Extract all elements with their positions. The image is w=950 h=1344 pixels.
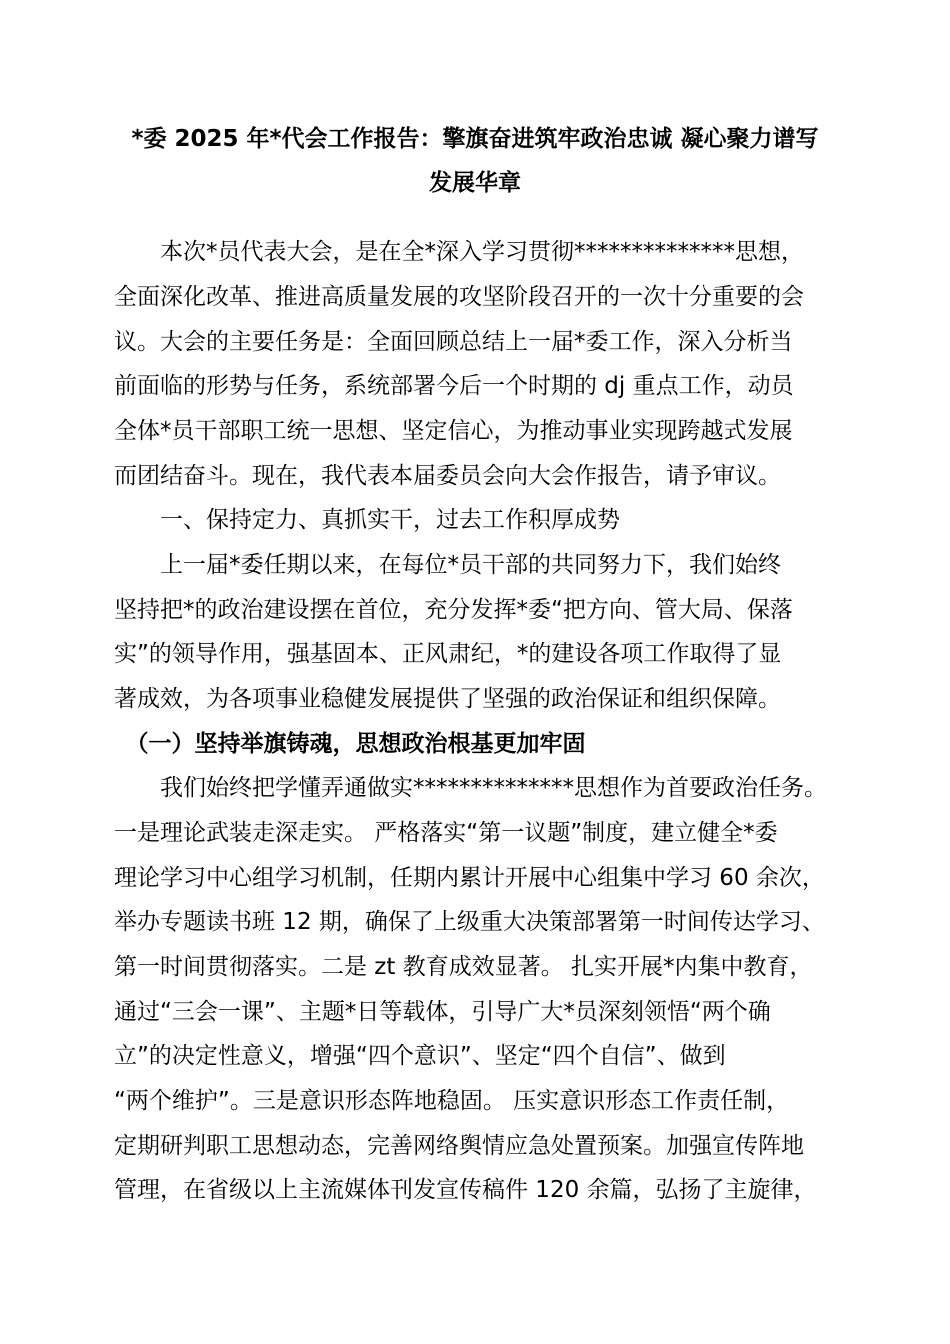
paragraph-line: 议。大会的主要任务是：全面回顾总结上一届*委工作，深入分析当 [114, 329, 793, 355]
document-title-line-1: *委 2025 年*代会工作报告：擎旗奋进筑牢政治忠诚 凝心聚力谱写 [131, 126, 819, 152]
paragraph-line: 全体*员干部职工统一思想、坚定信心，为推动事业实现跨越式发展 [114, 418, 793, 444]
paragraph-line: 上一届*委任期以来，在每位*员干部的共同努力下，我们始终 [114, 552, 781, 578]
paragraph-line: 坚持把*的政治建设摆在首位，充分发挥*委“把方向、管大局、保落 [114, 597, 793, 623]
paragraph-line: 通过“三会一课”、主题*日等载体，引导广大*员深刻领悟“两个确 [114, 999, 771, 1025]
paragraph-line: “两个维护”。三是意识形态阵地稳固。 压实意识形态工作责任制， [114, 1088, 790, 1114]
paragraph-line: 我们始终把学懂弄通做实**************思想作为首要政治任务。 [114, 775, 827, 801]
paragraph-line: 实”的领导作用，强基固本、正风肃纪，*的建设各项工作取得了显 [114, 641, 782, 667]
paragraph-line: 前面临的形势与任务，系统部署今后一个时期的 dj 重点工作，动员 [114, 373, 794, 399]
paragraph-line: 本次*员代表大会，是在全*深入学习贯彻**************思想， [114, 239, 804, 265]
paragraph-line: 理论学习中心组学习机制，任期内累计开展中心组集中学习 60 余次， [114, 865, 825, 891]
paragraph-line: 第一时间贯彻落实。二是 zt 教育成效显著。 扎实开展*内集中教育， [114, 954, 813, 980]
paragraph-line: 管理，在省级以上主流媒体刊发宣传稿件 120 余篇，弘扬了主旋律， [114, 1177, 817, 1203]
paragraph-line: 而团结奋斗。现在，我代表本届委员会向大会作报告，请予审议。 [114, 463, 781, 489]
subsection-heading-1: （一）坚持举旗铸魂，思想政治根基更加牢固 [114, 731, 586, 757]
paragraph-line: 立”的决定性意义，增强“四个意识”、坚定“四个自信”、做到 [114, 1043, 726, 1069]
paragraph-line: 举办专题读书班 12 期，确保了上级重大决策部署第一时间传达学习、 [114, 909, 825, 935]
document-title-line-2: 发展华章 [429, 170, 521, 196]
paragraph-line: 全面深化改革、推进高质量发展的攻坚阶段召开的一次十分重要的会 [114, 284, 804, 310]
paragraph-line: 定期研判职工思想动态，完善网络舆情应急处置预案。加强宣传阵地 [114, 1133, 804, 1159]
paragraph-line: 一是理论武装走深走实。 严格落实“第一议题”制度，建立健全*委 [114, 820, 778, 846]
section-heading-1: 一、保持定力、真抓实干，过去工作积厚成势 [114, 507, 620, 533]
paragraph-line: 著成效，为各项事业稳健发展提供了坚强的政治保证和组织保障。 [114, 686, 781, 712]
